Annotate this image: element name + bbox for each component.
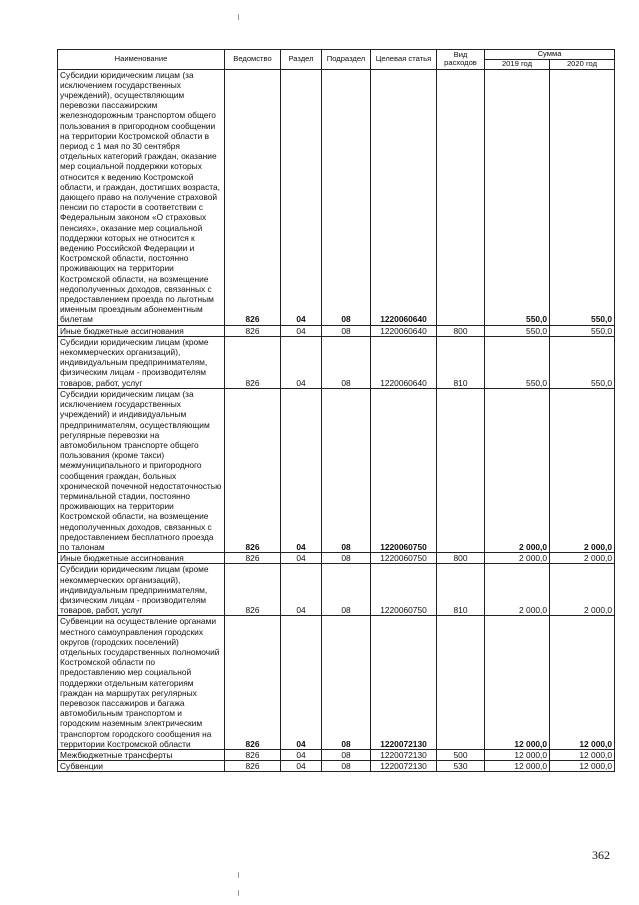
cell-sum-2020: 2 000,0 [550, 388, 615, 552]
header-department: Ведомство [225, 50, 281, 70]
cell-sum-2019: 12 000,0 [485, 616, 550, 750]
header-sum: Сумма [485, 50, 615, 60]
cell-sum-2020: 550,0 [550, 69, 615, 325]
cell-sum-2019: 550,0 [485, 69, 550, 325]
table-row [58, 388, 615, 552]
cell-target-article: 1220060640 [371, 69, 437, 325]
cell-target-article: 1220072130 [371, 616, 437, 750]
cell-name: Субсидии юридическим лицам (кроме некоммерческих организаций), индивидуальным предпринимателям, физическим лицам - производителям товаров, работ, услуг [58, 336, 225, 388]
cell-name: Субсидии юридическим лицам (за исключением государственных учреждений), осуществляющим перевозки пассажирским железнодорожным транспортом общего пользования в пригородном сообщении на территории Костромской области в период с 1 мая по 30 сентября отдельных категорий граждан, оказание мер социальной поддержки которых относится к ведению Костромской области, и граждан, достигших возраста, дающего право на получение страховой пенсии по старости в соответствии с Федеральным законом «О страховых пенсиях», оказание мер социальной поддержки которых не относится к ведению Российской Федерации и Костромской области, постоянно проживающих на территории Костромской области, на возмещение недополученных доходов, связанных с предоставлением проезда по льготным именным проездным абонементным билетам [58, 69, 225, 325]
table-row [58, 750, 615, 761]
cell-sum-2019: 12 000,0 [485, 750, 550, 761]
table-row [58, 69, 615, 325]
cell-subsection: 08 [322, 616, 371, 750]
cell-section: 04 [281, 750, 322, 761]
cell-section: 04 [281, 761, 322, 772]
cell-target-article: 1220072130 [371, 761, 437, 772]
table-row [58, 325, 615, 336]
cell-subsection: 08 [322, 761, 371, 772]
cell-department: 826 [225, 553, 281, 564]
cell-sum-2020: 12 000,0 [550, 761, 615, 772]
cell-subsection: 08 [322, 388, 371, 552]
header-row [58, 50, 615, 60]
cell-subsection: 08 [322, 336, 371, 388]
cell-name: Субвенции [58, 761, 225, 772]
cell-subsection: 08 [322, 564, 371, 616]
cell-subsection: 08 [322, 553, 371, 564]
cell-expense-type: 810 [437, 564, 485, 616]
cell-department: 826 [225, 69, 281, 325]
cell-name: Субсидии юридическим лицам (за исключением государственных учреждений) и индивидуальным предпринимателям, осуществляющим регулярные перевозки на автомобильном транспорте общего пользования (кроме такси) межмуниципального и пригородного сообщения граждан, больных хронической почечной недостаточностью терминальной стадии, постоянно проживающих на территории Костромской области, на возмещение недополученных доходов, связанных с предоставлением бесплатного проезда по талонам [58, 388, 225, 552]
table-row [58, 616, 615, 750]
cell-subsection: 08 [322, 325, 371, 336]
cell-department: 826 [225, 750, 281, 761]
cell-sum-2020: 12 000,0 [550, 616, 615, 750]
cell-target-article: 1220060640 [371, 336, 437, 388]
cell-expense-type: 800 [437, 325, 485, 336]
table-row [58, 553, 615, 564]
cell-department: 826 [225, 616, 281, 750]
scan-artifact [238, 14, 239, 20]
cell-name: Субвенции на осуществление органами местного самоуправления городских округов (городских поселений) отдельных государственных полномочий Костромской области по предоставлению мер социальной поддержки отдельным категориям граждан на маршрутах регулярных перевозок пассажиров и багажа автомобильным транспортом и городским наземным электрическим транспортом городского сообщения на территории Костромской области [58, 616, 225, 750]
cell-subsection: 08 [322, 750, 371, 761]
cell-department: 826 [225, 564, 281, 616]
cell-name: Субсидии юридическим лицам (кроме некоммерческих организаций), индивидуальным предпринимателям, физическим лицам - производителям товаров, работ, услуг [58, 564, 225, 616]
cell-sum-2019: 12 000,0 [485, 761, 550, 772]
cell-name: Иные бюджетные ассигнования [58, 553, 225, 564]
cell-expense-type: 810 [437, 336, 485, 388]
cell-section: 04 [281, 564, 322, 616]
cell-expense-type: 530 [437, 761, 485, 772]
cell-name: Межбюджетные трансферты [58, 750, 225, 761]
header-year-2020: 2020 год [550, 60, 615, 70]
cell-sum-2020: 12 000,0 [550, 750, 615, 761]
cell-section: 04 [281, 325, 322, 336]
cell-sum-2019: 550,0 [485, 325, 550, 336]
cell-section: 04 [281, 553, 322, 564]
cell-name: Иные бюджетные ассигнования [58, 325, 225, 336]
cell-sum-2019: 2 000,0 [485, 388, 550, 552]
cell-expense-type: 500 [437, 750, 485, 761]
cell-section: 04 [281, 388, 322, 552]
cell-sum-2019: 2 000,0 [485, 564, 550, 616]
cell-target-article: 1220060750 [371, 564, 437, 616]
page-number: 362 [592, 848, 610, 862]
table-row [58, 336, 615, 388]
header-year-2019: 2019 год [485, 60, 550, 70]
cell-sum-2019: 550,0 [485, 336, 550, 388]
cell-department: 826 [225, 325, 281, 336]
cell-sum-2020: 2 000,0 [550, 553, 615, 564]
header-name: Наименование [58, 50, 225, 70]
cell-department: 826 [225, 761, 281, 772]
cell-section: 04 [281, 336, 322, 388]
cell-sum-2020: 550,0 [550, 336, 615, 388]
cell-section: 04 [281, 69, 322, 325]
header-section: Раздел [281, 50, 322, 70]
cell-target-article: 1220060750 [371, 388, 437, 552]
cell-sum-2020: 550,0 [550, 325, 615, 336]
cell-target-article: 1220072130 [371, 750, 437, 761]
cell-sum-2019: 2 000,0 [485, 553, 550, 564]
cell-expense-type [437, 388, 485, 552]
scan-artifact [238, 872, 239, 878]
cell-department: 826 [225, 336, 281, 388]
cell-target-article: 1220060640 [371, 325, 437, 336]
table-row [58, 564, 615, 616]
budget-table [57, 49, 615, 772]
table-row [58, 761, 615, 772]
cell-expense-type [437, 616, 485, 750]
cell-sum-2020: 2 000,0 [550, 564, 615, 616]
cell-expense-type [437, 69, 485, 325]
cell-subsection: 08 [322, 69, 371, 325]
header-subsection: Подраздел [322, 50, 371, 70]
cell-target-article: 1220060750 [371, 553, 437, 564]
header-expense-type: Вид расходов [437, 50, 485, 70]
table-body [58, 69, 615, 772]
cell-expense-type: 800 [437, 553, 485, 564]
header-target-article: Целевая статья [371, 50, 437, 70]
cell-department: 826 [225, 388, 281, 552]
scan-artifact [238, 890, 239, 896]
cell-section: 04 [281, 616, 322, 750]
